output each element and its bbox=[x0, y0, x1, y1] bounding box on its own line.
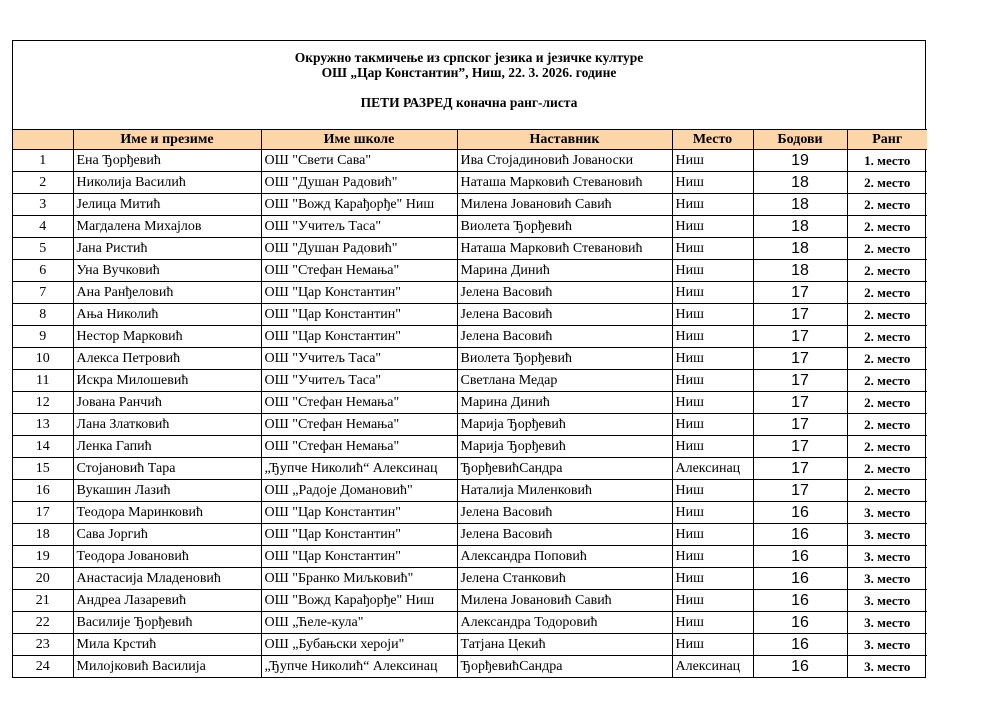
points-cell: 16 bbox=[753, 612, 847, 634]
teacher-name-cell: Марија Ђорђевић bbox=[457, 414, 672, 436]
row-number-cell: 19 bbox=[13, 546, 73, 568]
teacher-name-cell: Марија Ђорђевић bbox=[457, 436, 672, 458]
rank-cell: 2. место bbox=[847, 260, 927, 282]
table-row bbox=[13, 546, 927, 568]
school-name-cell: ОШ "Вожд Карађорђе" Ниш bbox=[261, 590, 457, 612]
school-name-cell: ОШ „Ћеле-кула" bbox=[261, 612, 457, 634]
rank-cell: 2. место bbox=[847, 392, 927, 414]
school-name-cell: ОШ "Учитељ Таса" bbox=[261, 370, 457, 392]
city-cell: Ниш bbox=[672, 150, 753, 172]
points-cell: 16 bbox=[753, 568, 847, 590]
teacher-name-cell: Светлана Медар bbox=[457, 370, 672, 392]
teacher-name-cell: Милена Јовановић Савић bbox=[457, 194, 672, 216]
points-cell: 16 bbox=[753, 590, 847, 612]
col-rank: Ранг bbox=[847, 130, 927, 150]
row-number-cell: 5 bbox=[13, 238, 73, 260]
student-name-cell: Теодора Јовановић bbox=[73, 546, 261, 568]
table-row bbox=[13, 260, 927, 282]
school-name-cell: ОШ "Цар Константин" bbox=[261, 502, 457, 524]
row-number-cell: 14 bbox=[13, 436, 73, 458]
table-row bbox=[13, 656, 927, 678]
table-row bbox=[13, 480, 927, 502]
row-number-cell: 17 bbox=[13, 502, 73, 524]
student-name-cell: Ања Николић bbox=[73, 304, 261, 326]
city-cell: Ниш bbox=[672, 568, 753, 590]
school-name-cell: ОШ "Вожд Карађорђе" Ниш bbox=[261, 194, 457, 216]
teacher-name-cell: Наташа Марковић Стевановић bbox=[457, 172, 672, 194]
teacher-name-cell: Александра Поповић bbox=[457, 546, 672, 568]
city-cell: Ниш bbox=[672, 172, 753, 194]
table-row bbox=[13, 502, 927, 524]
row-number-cell: 4 bbox=[13, 216, 73, 238]
table-row bbox=[13, 150, 927, 172]
table-row bbox=[13, 216, 927, 238]
student-name-cell: Магдалена Михајлов bbox=[73, 216, 261, 238]
student-name-cell: Јована Ранчић bbox=[73, 392, 261, 414]
row-number-cell: 23 bbox=[13, 634, 73, 656]
col-city: Место bbox=[672, 130, 753, 150]
student-name-cell: Теодора Маринковић bbox=[73, 502, 261, 524]
student-name-cell: Андреа Лазаревић bbox=[73, 590, 261, 612]
points-cell: 18 bbox=[753, 238, 847, 260]
row-number-cell: 16 bbox=[13, 480, 73, 502]
school-name-cell: ОШ "Цар Константин" bbox=[261, 282, 457, 304]
grade-title: ПЕТИ РАЗРЕД коначна ранг-листа bbox=[360, 95, 578, 110]
header-row bbox=[13, 130, 927, 150]
rank-cell: 1. место bbox=[847, 150, 927, 172]
rank-cell: 3. место bbox=[847, 524, 927, 546]
rank-cell: 3. место bbox=[847, 546, 927, 568]
rank-cell: 2. место bbox=[847, 238, 927, 260]
teacher-name-cell: ЂорђевићСандра bbox=[457, 458, 672, 480]
row-number-cell: 7 bbox=[13, 282, 73, 304]
school-name-cell: ОШ „Бубањски хероји" bbox=[261, 634, 457, 656]
rank-cell: 2. место bbox=[847, 326, 927, 348]
venue-date: ОШ „Цар Константин”, Ниш, 22. 3. 2026. године bbox=[321, 65, 617, 80]
table-row bbox=[13, 524, 927, 546]
school-name-cell: ОШ "Стефан Немања" bbox=[261, 414, 457, 436]
rank-cell: 2. место bbox=[847, 194, 927, 216]
city-cell: Ниш bbox=[672, 502, 753, 524]
student-name-cell: Алекса Петровић bbox=[73, 348, 261, 370]
points-cell: 17 bbox=[753, 370, 847, 392]
col-points: Бодови bbox=[753, 130, 847, 150]
points-cell: 17 bbox=[753, 326, 847, 348]
row-number-cell: 12 bbox=[13, 392, 73, 414]
points-cell: 17 bbox=[753, 392, 847, 414]
rank-cell: 3. место bbox=[847, 502, 927, 524]
table-row bbox=[13, 458, 927, 480]
city-cell: Ниш bbox=[672, 326, 753, 348]
school-name-cell: ОШ „Радоје Домановић" bbox=[261, 480, 457, 502]
row-number-cell: 15 bbox=[13, 458, 73, 480]
teacher-name-cell: Наталија Миленковић bbox=[457, 480, 672, 502]
points-cell: 17 bbox=[753, 480, 847, 502]
city-cell: Ниш bbox=[672, 238, 753, 260]
points-cell: 18 bbox=[753, 172, 847, 194]
student-name-cell: Мила Крстић bbox=[73, 634, 261, 656]
teacher-name-cell: Виолета Ђорђевић bbox=[457, 216, 672, 238]
school-name-cell: ОШ "Учитељ Таса" bbox=[261, 216, 457, 238]
table-row bbox=[13, 282, 927, 304]
school-name-cell: ОШ "Цар Константин" bbox=[261, 546, 457, 568]
table-row bbox=[13, 612, 927, 634]
city-cell: Ниш bbox=[672, 370, 753, 392]
points-cell: 17 bbox=[753, 436, 847, 458]
city-cell: Алексинац bbox=[672, 458, 753, 480]
row-number-cell: 11 bbox=[13, 370, 73, 392]
teacher-name-cell: Марина Динић bbox=[457, 260, 672, 282]
points-cell: 17 bbox=[753, 282, 847, 304]
teacher-name-cell: Наташа Марковић Стевановић bbox=[457, 238, 672, 260]
school-name-cell: ОШ "Душан Радовић" bbox=[261, 172, 457, 194]
school-name-cell: ОШ "Стефан Немања" bbox=[261, 392, 457, 414]
city-cell: Ниш bbox=[672, 612, 753, 634]
teacher-name-cell: Татјана Цекић bbox=[457, 634, 672, 656]
row-number-cell: 24 bbox=[13, 656, 73, 678]
table-row bbox=[13, 304, 927, 326]
table-row bbox=[13, 172, 927, 194]
table-row bbox=[13, 436, 927, 458]
city-cell: Ниш bbox=[672, 216, 753, 238]
student-name-cell: Вукашин Лазић bbox=[73, 480, 261, 502]
row-number-cell: 9 bbox=[13, 326, 73, 348]
city-cell: Ниш bbox=[672, 282, 753, 304]
rank-cell: 3. место bbox=[847, 568, 927, 590]
city-cell: Ниш bbox=[672, 260, 753, 282]
points-cell: 17 bbox=[753, 458, 847, 480]
teacher-name-cell: Милена Јовановић Савић bbox=[457, 590, 672, 612]
school-name-cell: ОШ "Свети Сава" bbox=[261, 150, 457, 172]
rank-cell: 2. место bbox=[847, 172, 927, 194]
student-name-cell: Јана Ристић bbox=[73, 238, 261, 260]
row-number-cell: 1 bbox=[13, 150, 73, 172]
rank-cell: 2. место bbox=[847, 458, 927, 480]
school-name-cell: ОШ "Душан Радовић" bbox=[261, 238, 457, 260]
row-number-cell: 13 bbox=[13, 414, 73, 436]
city-cell: Ниш bbox=[672, 524, 753, 546]
school-name-cell: ОШ "Бранко Миљковић" bbox=[261, 568, 457, 590]
col-teacher: Наставник bbox=[457, 130, 672, 150]
table-row bbox=[13, 634, 927, 656]
row-number-cell: 3 bbox=[13, 194, 73, 216]
teacher-name-cell: Ива Стојадиновић Јованоски bbox=[457, 150, 672, 172]
points-cell: 18 bbox=[753, 194, 847, 216]
teacher-name-cell: Јелена Васовић bbox=[457, 326, 672, 348]
rank-cell: 2. место bbox=[847, 348, 927, 370]
student-name-cell: Стојановић Тара bbox=[73, 458, 261, 480]
student-name-cell: Сава Јоргић bbox=[73, 524, 261, 546]
table-row bbox=[13, 370, 927, 392]
rank-cell: 2. место bbox=[847, 370, 927, 392]
row-number-cell: 8 bbox=[13, 304, 73, 326]
city-cell: Ниш bbox=[672, 634, 753, 656]
school-name-cell: ОШ "Стефан Немања" bbox=[261, 260, 457, 282]
table-row bbox=[13, 194, 927, 216]
table-row bbox=[13, 568, 927, 590]
school-name-cell: ОШ "Стефан Немања" bbox=[261, 436, 457, 458]
rank-cell: 2. место bbox=[847, 480, 927, 502]
title-block bbox=[13, 41, 925, 129]
school-name-cell: ОШ "Учитељ Таса" bbox=[261, 348, 457, 370]
school-name-cell: ОШ "Цар Константин" bbox=[261, 326, 457, 348]
student-name-cell: Николија Василић bbox=[73, 172, 261, 194]
table-row bbox=[13, 590, 927, 612]
points-cell: 17 bbox=[753, 348, 847, 370]
rank-cell: 2. место bbox=[847, 282, 927, 304]
teacher-name-cell: Виолета Ђорђевић bbox=[457, 348, 672, 370]
school-name-cell: „Ђупче Николић“ Алексинац bbox=[261, 656, 457, 678]
ranking-sheet bbox=[12, 40, 926, 678]
school-name-cell: ОШ "Цар Константин" bbox=[261, 524, 457, 546]
teacher-name-cell: ЂорђевићСандра bbox=[457, 656, 672, 678]
row-number-cell: 21 bbox=[13, 590, 73, 612]
city-cell: Алексинац bbox=[672, 656, 753, 678]
rank-cell: 3. место bbox=[847, 612, 927, 634]
table-row bbox=[13, 414, 927, 436]
student-name-cell: Василије Ђорђевић bbox=[73, 612, 261, 634]
school-name-cell: ОШ "Цар Константин" bbox=[261, 304, 457, 326]
rank-cell: 2. место bbox=[847, 216, 927, 238]
row-number-cell: 10 bbox=[13, 348, 73, 370]
points-cell: 16 bbox=[753, 656, 847, 678]
table-row bbox=[13, 348, 927, 370]
col-number bbox=[13, 130, 73, 150]
school-name-cell: „Ђупче Николић“ Алексинац bbox=[261, 458, 457, 480]
table-row bbox=[13, 392, 927, 414]
teacher-name-cell: Јелена Васовић bbox=[457, 282, 672, 304]
student-name-cell: Лана Златковић bbox=[73, 414, 261, 436]
teacher-name-cell: Јелена Васовић bbox=[457, 304, 672, 326]
teacher-name-cell: Марина Динић bbox=[457, 392, 672, 414]
competition-title: Окружно такмичење из српског језика и језичке културе bbox=[294, 50, 644, 65]
points-cell: 17 bbox=[753, 304, 847, 326]
table-row bbox=[13, 326, 927, 348]
ranking-table bbox=[13, 129, 927, 677]
student-name-cell: Ана Ранђеловић bbox=[73, 282, 261, 304]
rank-cell: 2. место bbox=[847, 414, 927, 436]
rank-cell: 3. место bbox=[847, 634, 927, 656]
city-cell: Ниш bbox=[672, 348, 753, 370]
points-cell: 16 bbox=[753, 546, 847, 568]
rank-cell: 2. место bbox=[847, 436, 927, 458]
row-number-cell: 20 bbox=[13, 568, 73, 590]
row-number-cell: 18 bbox=[13, 524, 73, 546]
student-name-cell: Ленка Гапић bbox=[73, 436, 261, 458]
points-cell: 18 bbox=[753, 216, 847, 238]
rank-cell: 3. место bbox=[847, 656, 927, 678]
teacher-name-cell: Јелена Станковић bbox=[457, 568, 672, 590]
points-cell: 16 bbox=[753, 502, 847, 524]
teacher-name-cell: Јелена Васовић bbox=[457, 524, 672, 546]
row-number-cell: 2 bbox=[13, 172, 73, 194]
points-cell: 17 bbox=[753, 414, 847, 436]
city-cell: Ниш bbox=[672, 414, 753, 436]
student-name-cell: Ена Ђорђевић bbox=[73, 150, 261, 172]
points-cell: 19 bbox=[753, 150, 847, 172]
points-cell: 18 bbox=[753, 260, 847, 282]
student-name-cell: Искра Милошевић bbox=[73, 370, 261, 392]
student-name-cell: Анастасија Младеновић bbox=[73, 568, 261, 590]
city-cell: Ниш bbox=[672, 304, 753, 326]
teacher-name-cell: Александра Тодоровић bbox=[457, 612, 672, 634]
city-cell: Ниш bbox=[672, 392, 753, 414]
table-row bbox=[13, 238, 927, 260]
points-cell: 16 bbox=[753, 634, 847, 656]
row-number-cell: 22 bbox=[13, 612, 73, 634]
city-cell: Ниш bbox=[672, 590, 753, 612]
city-cell: Ниш bbox=[672, 194, 753, 216]
city-cell: Ниш bbox=[672, 546, 753, 568]
row-number-cell: 6 bbox=[13, 260, 73, 282]
student-name-cell: Уна Вучковић bbox=[73, 260, 261, 282]
city-cell: Ниш bbox=[672, 480, 753, 502]
rank-cell: 2. место bbox=[847, 304, 927, 326]
col-name: Име и презиме bbox=[73, 130, 261, 150]
student-name-cell: Јелица Митић bbox=[73, 194, 261, 216]
points-cell: 16 bbox=[753, 524, 847, 546]
col-school: Име школе bbox=[261, 130, 457, 150]
city-cell: Ниш bbox=[672, 436, 753, 458]
student-name-cell: Милојковић Василија bbox=[73, 656, 261, 678]
teacher-name-cell: Јелена Васовић bbox=[457, 502, 672, 524]
rank-cell: 3. место bbox=[847, 590, 927, 612]
student-name-cell: Нестор Марковић bbox=[73, 326, 261, 348]
